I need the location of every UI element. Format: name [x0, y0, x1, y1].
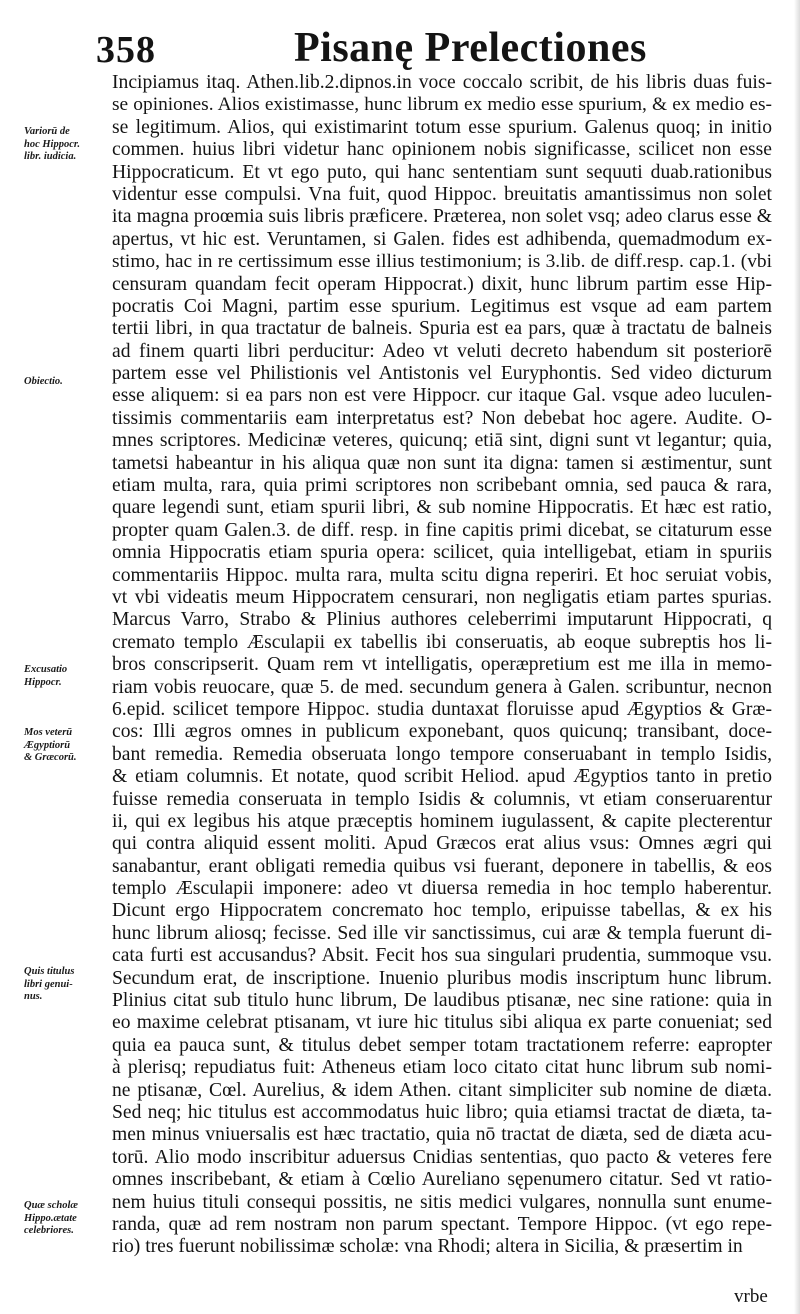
catchword: vrbe	[734, 1286, 768, 1307]
margin-note-line: Hippo.ætate	[24, 1212, 77, 1224]
text-line: etiam multa, rara, quia primi scriptores non scribebant omnia, sed pauca & rara,	[112, 475, 772, 497]
margin-note-line: & Græcorū.	[24, 752, 77, 763]
margin-note-line: Obiectio.	[24, 376, 63, 387]
text-line: qui contra aliquid essent moliti. Apud Græcos erat alius vsus: Omnes ægri qui	[112, 833, 772, 855]
text-line: bros conscripserit. Quam rem vt intelligatis, operæpretium est me illa in memo-	[112, 654, 772, 676]
text-line: sanabantur, erant obligati remedia quibus vsi fuerant, deponere in tabellis, & eos	[112, 855, 772, 877]
text-line: quia ea pauca sunt, & titulus debet semper totam tractationem referre: eapropter	[112, 1034, 772, 1056]
text-line: riam vobis reuocare, quæ 5. de med. secundum genera à Galen. scribuntur, necnon	[112, 676, 772, 698]
margin-note-line: Quæ scholæ	[24, 1200, 78, 1211]
text-line: videntur esse compulsi. Vna fuit, quod Hippoc. breuitatis amantissimus non solet	[112, 183, 772, 205]
margin-note-line: Ægyptiorū	[24, 739, 71, 751]
margin-note-quae-scholae	[24, 1200, 116, 1238]
text-line: hunc librum aliosq; fecisse. Sed ille vir sanctissimus, cui aræ & templa fuerunt di-	[112, 922, 772, 944]
margin-note-variorum	[24, 126, 116, 164]
text-line: eo maxime celebrat ptisanam, vt iure hic titulus sibi aliqua ex parte conueniat; sed	[112, 1012, 772, 1034]
margin-note-line: Variorū de	[24, 126, 70, 137]
text-line: pocratis Coi Magni, partim esse spurium. Legitimus est vsque ad eam partem	[112, 295, 772, 317]
text-line: ne ptisanæ, Cœl. Aurelius, & idem Athen. citant simpliciter sub nomine de diæta.	[112, 1079, 772, 1101]
text-line: Incipiamus itaq. Athen.lib.2.dipnos.in voce coccalo scribit, de his libris duas fuis-	[112, 72, 772, 93]
running-title: Pisanę Prelectiones	[294, 25, 647, 71]
margin-note-excusatio	[24, 664, 116, 689]
text-line: 6.epid. scilicet tempore Hippoc. studia duntaxat floruisse apud Ægyptios & Græ-	[112, 698, 772, 720]
margin-note-line: Quis titulus	[24, 966, 75, 977]
text-line: torū. Alio modo inscribitur aduersus Cnidias sententias, quo pacto & veteres fere	[112, 1146, 772, 1168]
text-line: à plerisq; repudiatus fuit: Atheneus etiam loco citato citat hunc librum sub nomi-	[112, 1057, 772, 1079]
margin-note-line: Hippocr.	[24, 676, 62, 688]
margin-note-mos-veterum	[24, 727, 116, 765]
text-line: ita magna proœmia suis libris præficere. Præterea, non solet vsq; adeo clarus esse &	[112, 206, 772, 228]
text-line: stimo, hac in re certissimum esse illius testimonium; is 3.lib. de diff.resp. cap.1. (vbi	[112, 251, 772, 273]
text-line: censuram quandam fecit operam Hippocrat.) dixit, hunc librum partim esse Hip-	[112, 273, 772, 295]
text-line: se opiniones. Alios existimasse, hunc librum ex medio esse spurium, & ex medio es-	[112, 94, 772, 116]
margin-note-line: libr. iudicia.	[24, 151, 77, 162]
text-line: Secundum erat, de inscriptione. Inuenio pluribus modis inscriptum hunc librum.	[112, 967, 772, 989]
text-line: randa, quæ ad rem nostram non parum spectant. Tempore Hippoc. (vt ego repe-	[112, 1213, 772, 1235]
page-edge-shadow	[794, 0, 800, 1314]
text-line: Plinius citat sub titulo hunc librum, De laudibus ptisanæ, nec sine ratione: quia in	[112, 990, 772, 1012]
text-line: Sed neq; hic titulus est accommodatus huic libro; quia etiamsi tractat de diæta, ta-	[112, 1101, 772, 1123]
text-line: tissimis commentariis eam interpretatus est? Non debebat hoc agere. Audite. O-	[112, 407, 772, 429]
margin-note-line: celebriores.	[24, 1225, 74, 1236]
text-line: mnes scriptores. Medicinæ veteres, quicunq; etiā sint, digni sunt vt legantur; quia,	[112, 430, 772, 452]
text-line: esse aliquem: si ea pars non est vere Hippocr. cur itaque Gal. vsque adeo luculen-	[112, 385, 772, 407]
text-line: commentariis Hippoc. multa rara, multa scitu digna reperiri. Et hoc seruiat vobis,	[112, 564, 772, 586]
text-line: nem huius tituli consequi possitis, ne sitis medici vulgares, nonnulla sunt enume-	[112, 1191, 772, 1213]
text-line: cos: Illi ægros omnes in publicum exponebant, quos quicunq; transibant, doce-	[112, 721, 772, 743]
text-line: ii, qui ex legibus his atque præceptis hominem iugulassent, & capite plecterentur	[112, 810, 772, 832]
text-line: cremato templo Æsculapii ex tabellis ibi conseruatis, ab eoque subreptis hos li-	[112, 631, 772, 653]
text-line: fuisse remedia conseruata in templo Isidis & columnis, vt etiam conseruarentur	[112, 788, 772, 810]
text-line: se legitimum. Alios, qui existimarint totum esse spurium. Galenus quoq; in initio	[112, 116, 772, 138]
text-line: templo Æsculapii imponere: adeo vt diuersa remedia in hoc templo haberentur.	[112, 878, 772, 900]
margin-note-line: nus.	[24, 991, 43, 1002]
margin-note-line: Excusatio	[24, 664, 68, 675]
text-line: tertii libri, in qua tractatur de balneis. Spuria est ea pars, quæ à tractatu de balneis	[112, 318, 772, 340]
text-line: partem esse vel Philistionis vel Antistonis vel Euryphontis. Sed video dicturum	[112, 363, 772, 385]
text-line: apertus, vt hic est. Veruntamen, si Galen. fides est adhibenda, quemadmodum ex-	[112, 228, 772, 250]
text-line: men minus vniuersalis est hæc tractatio, quia nō tractat de diæta, sed de diæta acu-	[112, 1124, 772, 1146]
text-line: vt vbi videatis meum Hippocratem censurari, non negligatis etiam partes spurias.	[112, 586, 772, 608]
text-line: Hippocraticum. Et vt ego puto, qui hanc sententiam sunt sequuti duab.rationibus	[112, 161, 772, 183]
text-line: ad finem quarti libri perducitur: Adeo vt veluti decreto habendum sit posteriorē	[112, 340, 772, 362]
text-line: omnes inscribebant, & etiam à Cœlio Aureliano sępenumero citatur. Sed vt ratio-	[112, 1169, 772, 1191]
text-line: Dicunt ergo Hippocratem concremato hoc templo, eripuisse tabellas, & ex his	[112, 900, 772, 922]
margin-note-line: Mos veterū	[24, 727, 73, 738]
page-number: 358	[96, 29, 156, 71]
text-line: quare legendi sunt, etiam spurii libri, & sub nomine Hippocratis. Et hæc est ratio,	[112, 497, 772, 519]
text-line: propter quam Galen.3. de diff. resp. in fine capitis primi dicebat, se citaturum esse	[112, 519, 772, 541]
margin-note-quis-titulus	[24, 966, 116, 1004]
text-line: bant remedia. Remedia obseruata longo tempore conseruabant in templo Isidis,	[112, 743, 772, 765]
text-line: cata furti est accusandus? Absit. Fecit hos sua singulari prudentia, summoque vsu.	[112, 945, 772, 967]
margin-note-line: hoc Hippocr.	[24, 138, 81, 150]
text-line: omnia Hippocratis etiam spuria opera: scilicet, quia intelligebat, etiam in spuriis	[112, 542, 772, 564]
text-line: commen. huius libri videtur hanc opinionem nobis significasse, scilicet non esse	[112, 139, 772, 161]
page-header	[92, 22, 792, 72]
main-text-block	[112, 72, 772, 1259]
text-line: tametsi habeantur in his aliqua quæ non sunt ita digna: tamen si æstimentur, sunt	[112, 452, 772, 474]
margin-note-line: libri genui-	[24, 978, 73, 990]
margin-note-obiectio	[24, 376, 116, 389]
text-line: & etiam columnis. Et notate, quod scribit Heliod. apud Ægyptios tanto in pretio	[112, 766, 772, 788]
text-line: rio) tres fuerunt nobilissimæ scholæ: vna Rhodi; altera in Sicilia, & præsertim in	[112, 1236, 743, 1258]
text-line: Marcus Varro, Strabo & Plinius authores celeberrimi imputarunt Hippocrati, q	[112, 609, 772, 631]
